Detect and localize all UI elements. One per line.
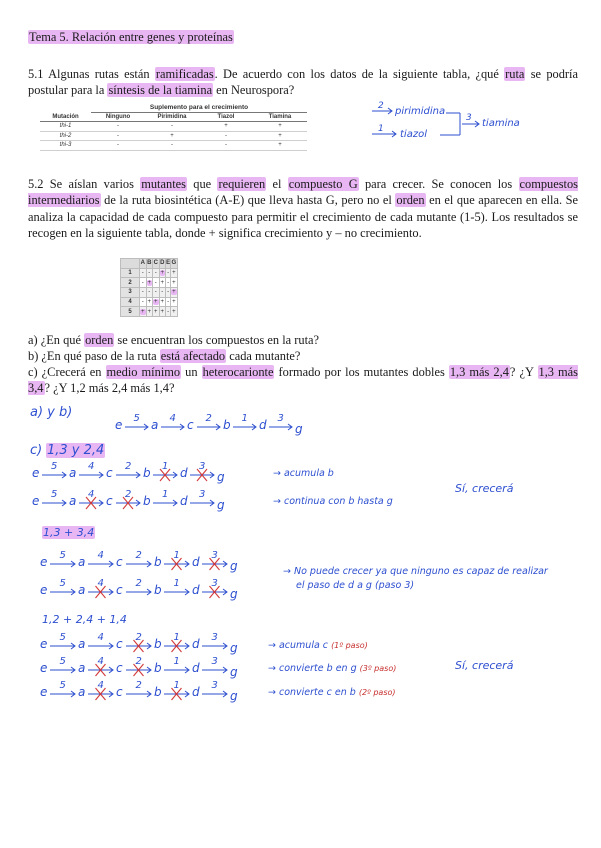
- note-3-r3: → convierte c en b (2º paso): [268, 687, 396, 698]
- pathway-compound: a: [78, 637, 86, 651]
- pathway-step-number: 4: [97, 680, 104, 691]
- table-row: 4 - + + + - +: [121, 297, 178, 307]
- sketch-n1: 2: [378, 101, 384, 111]
- pathway-compound: c: [106, 466, 113, 480]
- pathway-step-number: 1: [162, 461, 169, 472]
- pathway-compound: g: [230, 587, 238, 601]
- question-5-2: 5.2 Se aíslan varios mutantes que requieren el compuesto G para crecer. Se conocen los compuestos intermediarios de la ruta biosintética (A-E) que lleva hasta G, pero no el orden en el que aparecen en ella. Se analiza la capacidad de cada compuesto para permitir el crecimiento de cada mutante (1-5). Los resultados se recogen en la siguiente tabla, donde + significa crecimiento y – no crecimiento.: [28, 177, 579, 240]
- pathway-compound: e: [32, 494, 40, 508]
- pathway-compound: a: [69, 466, 77, 480]
- note-3-r2: → convierte b en g (3º paso): [268, 663, 397, 674]
- table-supertitle: Suplemento para el crecimiento: [91, 103, 307, 112]
- table-row: 1 - - - + - +: [121, 268, 178, 278]
- pathway-step-number: 4: [88, 461, 95, 472]
- answer-c-label: c): [30, 443, 43, 458]
- pathway-compound: c: [187, 418, 194, 432]
- pathway-step-number: 1: [173, 578, 180, 589]
- pathway-compound: e: [40, 555, 48, 569]
- sketch-tiamina: tiamina: [482, 118, 520, 129]
- pathway-compound: c: [116, 661, 123, 675]
- pathway-step-number: 5: [51, 489, 58, 500]
- pathway-compound: b: [143, 494, 151, 508]
- pathway-step-number: 1: [162, 489, 169, 500]
- pathway-step-number: 3: [199, 461, 206, 472]
- pathway-compound: g: [230, 641, 238, 655]
- pathway-compound: g: [230, 689, 238, 703]
- pathway-compound: d: [180, 466, 188, 480]
- combo-3-label: 1,2 + 2,4 + 1,4: [42, 613, 127, 626]
- pathway-step-number: 5: [59, 632, 66, 643]
- pathway-compound: b: [143, 466, 151, 480]
- pathway-step-number: 1: [173, 550, 180, 561]
- note-13-r2: → continua con b hasta g: [273, 496, 393, 507]
- pathway-step-number: 4: [169, 413, 176, 424]
- note-34-b: el paso de d a g (paso 3): [296, 580, 415, 591]
- pathway-compound: a: [151, 418, 159, 432]
- pathway-step-number: 2: [125, 461, 132, 472]
- pathway-compound: e: [40, 685, 48, 699]
- table-growth: A B C D E G 1 - - - + - + 2 - + - + - + 3 - - - - - + 4 - + + + - + 5 + + + + - +: [120, 258, 178, 317]
- pathway-compound: g: [217, 470, 225, 484]
- pathway-step-number: 2: [135, 578, 142, 589]
- pathway-compound: g: [230, 665, 238, 679]
- combo-2-label: 1,3 + 3,4: [43, 526, 95, 539]
- pathway-compound: g: [295, 422, 303, 436]
- sketch-tiazol: tiazol: [400, 129, 427, 140]
- pathway-compound: e: [115, 418, 123, 432]
- note-3-r1: → acumula c (1º paso): [268, 640, 368, 651]
- table-row: thi-3 - - - +: [40, 141, 307, 151]
- page-title: Tema 5. Relación entre genes y proteínas: [29, 30, 233, 44]
- pathway-step-number: 4: [88, 489, 95, 500]
- pathway-step-number: 5: [59, 680, 66, 691]
- pathway-step-number: 5: [59, 656, 66, 667]
- pathway-step-number: 2: [205, 413, 212, 424]
- answer-ab-label: a) y b): [30, 405, 73, 420]
- verdict-13: Sí, crecerá: [455, 482, 514, 495]
- combo-1-label: 1,3 y 2,4: [47, 443, 105, 458]
- pathway-compound: e: [32, 466, 40, 480]
- table-row: 2 - + - + - +: [121, 278, 178, 288]
- pathway-step-number: 4: [97, 656, 104, 667]
- pathway-step-number: 4: [97, 578, 104, 589]
- pathway-step-number: 1: [241, 413, 248, 424]
- pathway-step-number: 2: [125, 489, 132, 500]
- pathway-step-number: 2: [135, 550, 142, 561]
- pathway-step-number: 4: [97, 550, 104, 561]
- pathway-compound: g: [230, 559, 238, 573]
- pathway-compound: a: [69, 494, 77, 508]
- pathway-compound: a: [78, 555, 86, 569]
- note-34-a: → No puede crecer ya que ninguno es capaz de realizar: [283, 566, 548, 577]
- table-row: thi-1 - - + +: [40, 122, 307, 132]
- pathway-step-number: 1: [173, 632, 180, 643]
- pathway-compound: a: [78, 583, 86, 597]
- pathway-step-number: 5: [59, 578, 66, 589]
- pathway-compound: a: [78, 661, 86, 675]
- pathway-compound: d: [192, 661, 200, 675]
- pathway-compound: e: [40, 661, 48, 675]
- question-c: c) ¿Crecerá en medio mínimo un heterocarionte formado por los mutantes dobles 1,3 más 2,4? ¿Y 1,3 más 3,4? ¿Y 1,2 más 2,4 más 1,4?: [28, 365, 579, 396]
- pathway-step-number: 1: [173, 656, 180, 667]
- pathway-compound: b: [154, 685, 162, 699]
- pathway-step-number: 3: [277, 413, 284, 424]
- pathway-compound: b: [154, 555, 162, 569]
- pathway-compound: c: [116, 555, 123, 569]
- pathway-step-number: 3: [211, 550, 218, 561]
- table-supplement: Suplemento para el crecimiento Mutación Ninguno Pirimidina Tiazol Tiamina thi-1 - - + + thi-2 - + - + thi-3 - - - +: [40, 103, 307, 151]
- pathway-compound: d: [192, 583, 200, 597]
- pathway-step-number: 4: [97, 632, 104, 643]
- pathway-compound: g: [217, 498, 225, 512]
- pathway-step-number: 2: [135, 680, 142, 691]
- pathway-step-number: 1: [173, 680, 180, 691]
- pathway-compound: b: [154, 637, 162, 651]
- pathway-compound: c: [116, 637, 123, 651]
- verdict-3: Sí, crecerá: [455, 659, 514, 672]
- question-a: a) ¿En qué orden se encuentran los compuestos en la ruta?: [28, 333, 320, 347]
- pathway-step-number: 5: [59, 550, 66, 561]
- pathway-compound: c: [116, 583, 123, 597]
- note-13-r1: → acumula b: [273, 468, 334, 479]
- question-b: b) ¿En qué paso de la ruta está afectado cada mutante?: [28, 349, 301, 363]
- pathway-compound: d: [259, 418, 267, 432]
- pathway-step-number: 5: [133, 413, 140, 424]
- pathway-compound: e: [40, 583, 48, 597]
- pathway-step-number: 3: [211, 632, 218, 643]
- pathway-compound: c: [116, 685, 123, 699]
- pathway-compound: d: [192, 637, 200, 651]
- question-5-1: 5.1 Algunas rutas están ramificadas. De acuerdo con los datos de la siguiente tabla, ¿qué ruta se podría postular para la síntesis de la tiamina en Neurospora?: [28, 67, 578, 98]
- pathway-step-number: 5: [51, 461, 58, 472]
- pathway-step-number: 3: [211, 578, 218, 589]
- pathway-step-number: 2: [135, 632, 142, 643]
- pathway-compound: a: [78, 685, 86, 699]
- pathway-step-number: 2: [135, 656, 142, 667]
- pathway-compound: e: [40, 637, 48, 651]
- pathway-compound: d: [192, 555, 200, 569]
- sketch-n3: 3: [466, 113, 472, 123]
- table-row: 5 + + + + - +: [121, 307, 178, 317]
- pathway-step-number: 3: [211, 656, 218, 667]
- pathway-compound: b: [154, 583, 162, 597]
- table-row: 3 - - - - - +: [121, 288, 178, 298]
- sketch-pirimidina: pirimidina: [395, 106, 446, 117]
- sketch-n2: 1: [378, 124, 384, 134]
- pathway-step-number: 3: [199, 489, 206, 500]
- table-row: thi-2 - + - +: [40, 131, 307, 141]
- pathway-compound: d: [192, 685, 200, 699]
- pathway-compound: c: [106, 494, 113, 508]
- pathway-compound: b: [154, 661, 162, 675]
- pathway-step-number: 3: [211, 680, 218, 691]
- pathway-compound: b: [223, 418, 231, 432]
- pathway-compound: d: [180, 494, 188, 508]
